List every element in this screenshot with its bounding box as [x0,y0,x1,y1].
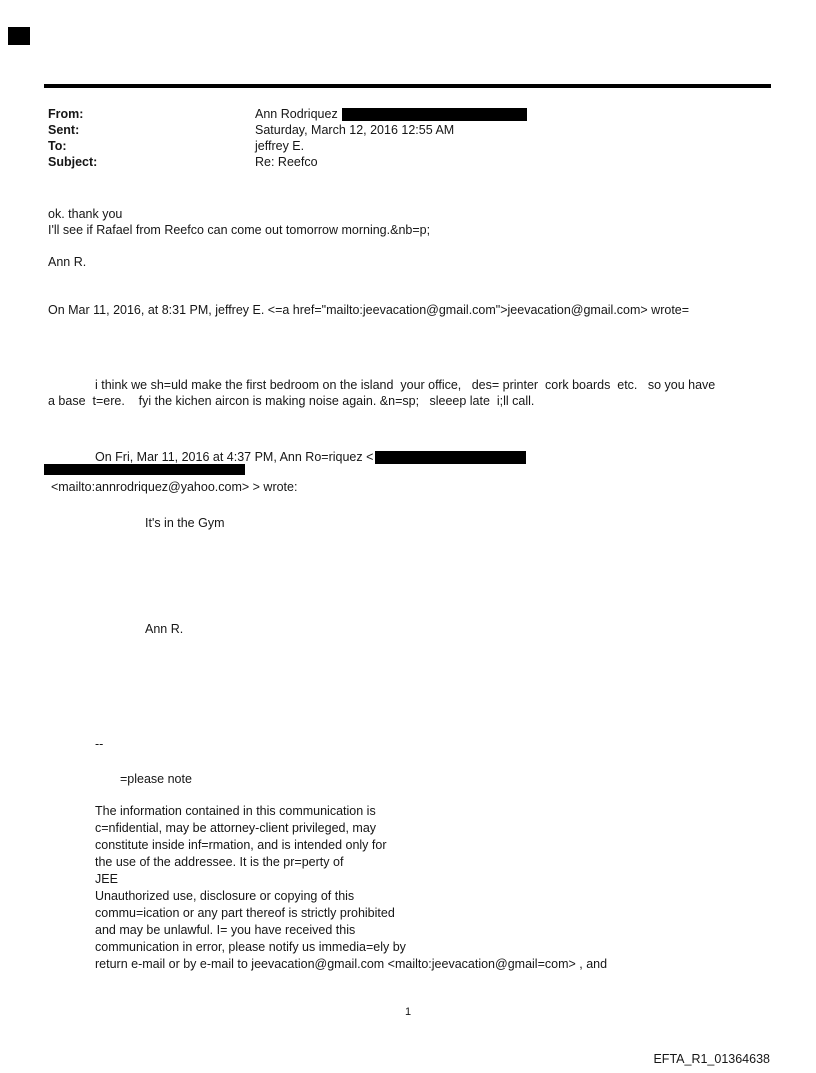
signature-2: Ann R. [145,622,184,636]
quote2-attribution-text: On Fri, Mar 11, 2016 at 4:37 PM, Ann Ro=riquez < [95,450,374,464]
scan-artifact-mark [8,27,30,45]
quote1-text-line1: i think we sh=uld make the first bedroom on the island your office, des= printer cork boards etc. so you have [95,378,716,392]
redacted-mailto-text: <mailto:annrodriquez@yahoo.com> [50,480,250,494]
gym-line: It's in the Gym [145,516,225,530]
redaction-bar-from-email [342,108,527,121]
page-number: 1 [404,1006,412,1018]
please-note-line: =please note [120,772,192,786]
disclaimer-block [95,803,607,973]
disclaimer-line: constitute inside inf=rmation, and is intended only for [95,838,387,852]
redaction-bar-mailto [44,464,245,475]
from-value-text: Ann Rodriquez [255,107,338,121]
disclaimer-line: return e-mail or by e-mail to jeevacation@gmail.com <mailto:jeevacation@gmail=com> , and [95,957,608,971]
disclaimer-line: communication in error, please notify us immedia=ely by [95,940,406,954]
to-value: jeffrey E. [255,139,305,153]
signature-separator: -- [95,737,104,751]
disclaimer-line: the use of the addressee. It is the pr=perty of [95,855,344,869]
subject-label: Subject: [48,155,98,169]
sent-label: Sent: [48,123,80,137]
body-rafael-line: I'll see if Rafael from Reefco can come out tomorrow morning.&nb=p; [48,223,431,237]
redaction-bar-quote2-email [375,451,526,464]
disclaimer-line: c=nfidential, may be attorney-client privileged, may [95,821,377,835]
disclaimer-line: and may be unlawful. I= you have received this [95,923,356,937]
sent-value: Saturday, March 12, 2016 12:55 AM [255,123,455,137]
header-row-from [48,106,748,122]
disclaimer-line: Unauthorized use, disclosure or copying of this [95,889,355,903]
quote2-redacted-mailto-line [44,463,297,511]
disclaimer-line: JEE [95,872,118,886]
quote1-text-line2: a base t=ere. fyi the kichen aircon is making noise again. &n=sp; sleeep late i;ll call. [48,394,535,408]
quote1-attribution-line: On Mar 11, 2016, at 8:31 PM, jeffrey E. <=a href="mailto:jeevacation@gmail.com">jeevacation@gmail.com> wrote= [48,303,690,317]
disclaimer-line: The information contained in this communication is [95,804,376,818]
body-ack-line: ok. thank you [48,207,123,221]
disclaimer-line: commu=ication or any part thereof is strictly prohibited [95,906,395,920]
subject-value: Re: Reefco [255,155,318,169]
to-label: To: [48,139,67,153]
quote2-wrote-text: > wrote: [249,480,298,494]
signature-1: Ann R. [48,255,87,269]
header-row-subject [48,154,748,170]
bates-number: EFTA_R1_01364638 [653,1052,770,1066]
from-label: From: [48,107,84,121]
header-divider-rule [44,84,771,88]
header-row-to [48,138,748,154]
email-header [48,106,748,170]
header-row-sent [48,122,748,138]
from-value [255,106,527,122]
